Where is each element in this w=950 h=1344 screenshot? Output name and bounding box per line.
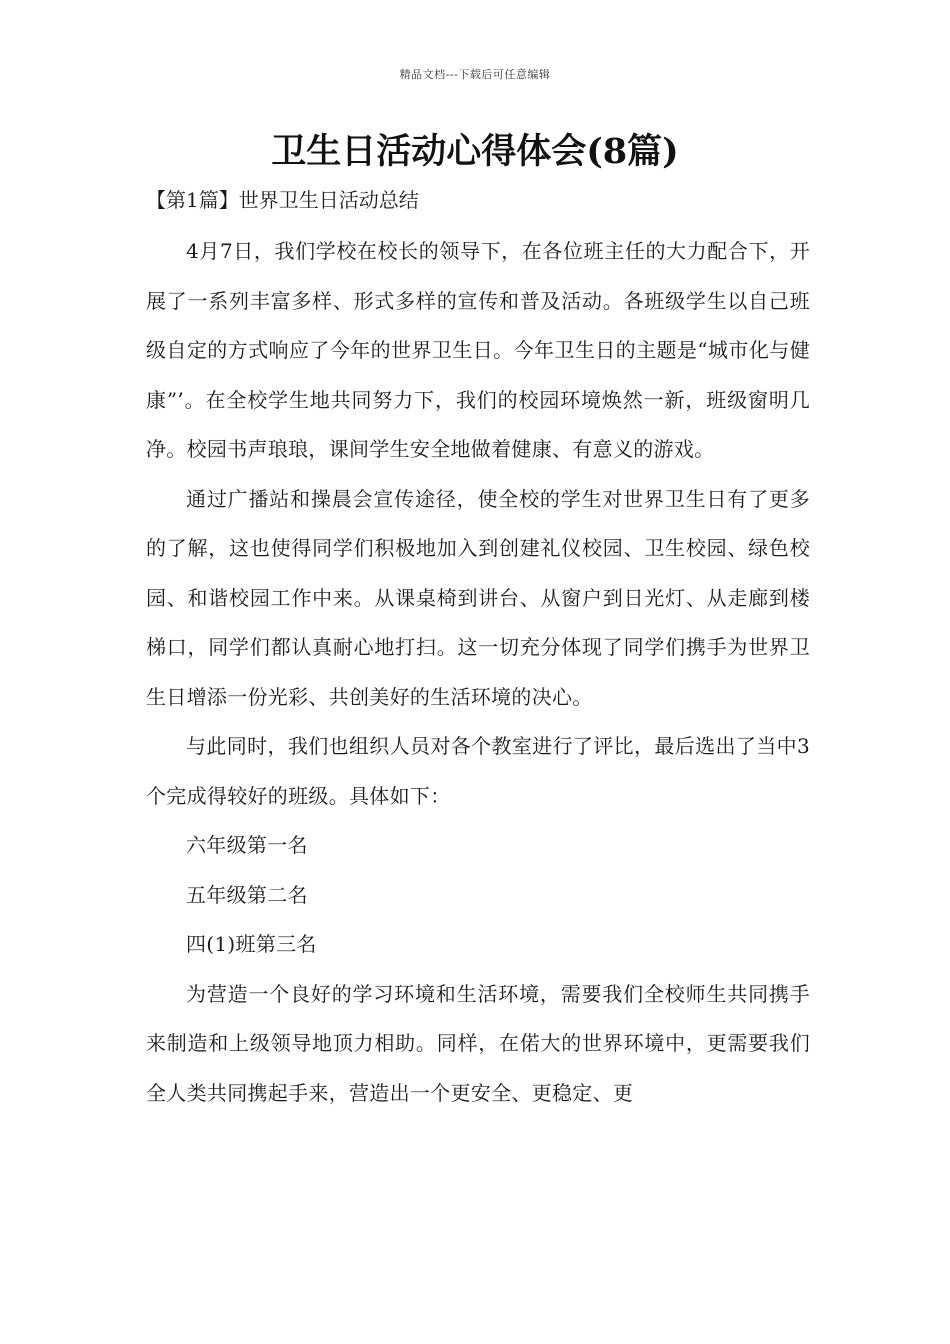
paragraph: 与此同时，我们也组织人员对各个教室进行了评比，最后选出了当中3个完成得较好的班级。具体如下： bbox=[146, 734, 810, 808]
page-header-note: 精品文档---下载后可任意编辑 bbox=[399, 68, 551, 81]
paragraph: 4月7日，我们学校在校长的领导下，在各位班主任的大力配合下，开展了一系列丰富多样、形式多样的宣传和普及活动。各班级学生以自己班级自定的方式响应了今年的世界卫生日。今年卫生日的主题是“城市化与健康”’。在全校学生地共同努力下，我们的校园环境焕然一新，班级窗明几净。校园书声琅琅，课间学生安全地做着健康、有意义的游戏。 bbox=[146, 239, 810, 461]
ranking-line: 五年级第二名 bbox=[186, 882, 308, 907]
section-heading: 【第1篇】世界卫生日活动总结 bbox=[146, 188, 419, 212]
paragraph: 为营造一个良好的学习环境和生活环境，需要我们全校师生共同携手来制造和上级领导地顶力相助。同样，在偌大的世界环境中，更需要我们全人类共同携起手来，营造出一个更安全、更稳定、更 bbox=[146, 981, 810, 1105]
document-title: 卫生日活动心得体会(8篇) bbox=[271, 131, 679, 172]
paragraph: 通过广播站和操晨会宣传途径，使全校的学生对世界卫生日有了更多的了解，这也使得同学们积极地加入到创建礼仪校园、卫生校园、绿色校园、和谐校园工作中来。从课桌椅到讲台、从窗户到日光灯、从走廊到楼梯口，同学们都认真耐心地打扫。这一切充分体现了同学们携手为世界卫生日增添一份光彩、共创美好的生活环境的决心。 bbox=[146, 486, 810, 709]
ranking-line: 四(1)班第三名 bbox=[186, 932, 317, 956]
document-body bbox=[146, 227, 810, 1118]
ranking-line: 六年级第一名 bbox=[186, 833, 308, 857]
